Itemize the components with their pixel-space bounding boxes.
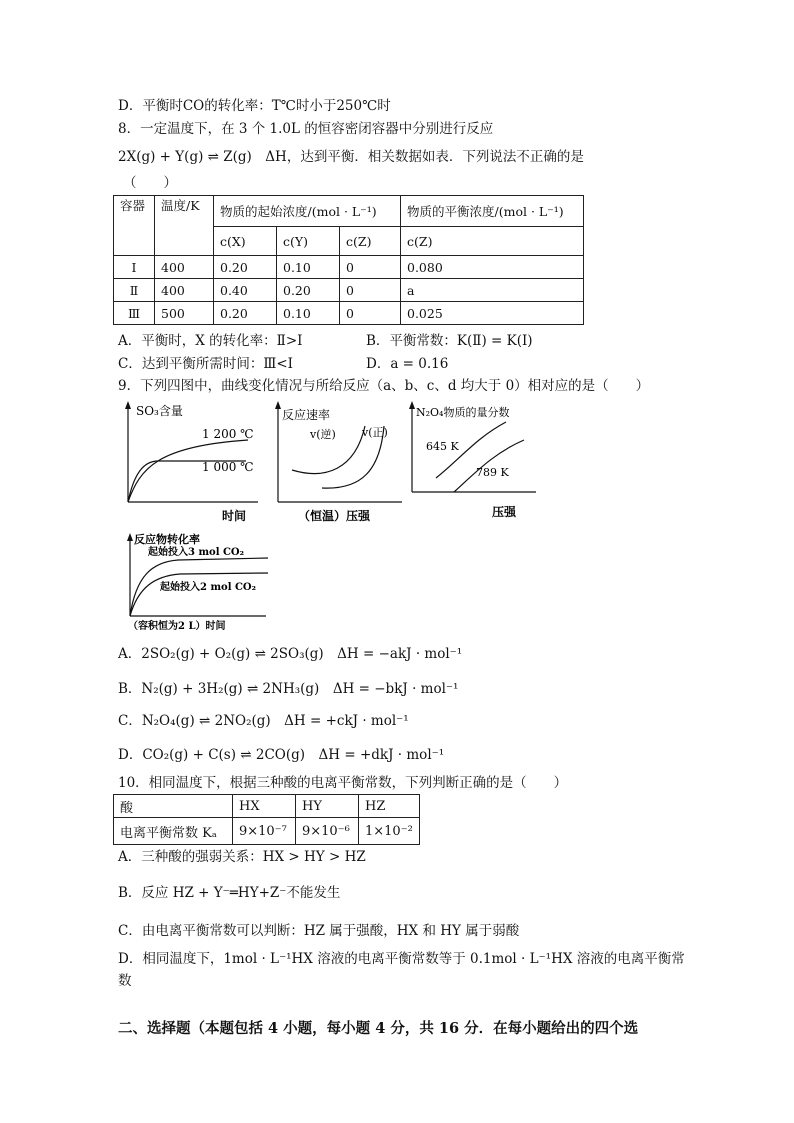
prev-option-d: D．平衡时CO的转化率：T℃时小于250℃时 <box>118 98 391 114</box>
th-equil-conc: 物质的平衡浓度/(mol · L⁻¹) <box>401 196 584 227</box>
th-hz: HZ <box>359 795 420 818</box>
q8-reaction: 2X(g) + Y(g) ⇌ Z(g) ΔH，达到平衡．相关数据如表．下列说法不正确的是 <box>118 149 584 165</box>
q10-stem: 10．相同温度下，根据三种酸的电离平衡常数，下列判断正确的是（ ） <box>118 775 568 791</box>
th-temp: 温度/K <box>155 196 214 256</box>
section-2-heading: 二、选择题（本题包括 4 小题，每小题 4 分，共 16 分．在每小题给出的四个选 <box>118 1020 639 1037</box>
cell: 400 <box>155 279 214 302</box>
th-hy: HY <box>296 795 359 818</box>
q10-option-b: B．反应 HZ + Y⁻═HY+Z⁻不能发生 <box>118 885 341 901</box>
cell: 0 <box>340 302 401 325</box>
cell: 0.20 <box>277 279 340 302</box>
q9-option-b: B．N₂(g) + 3H₂(g) ⇌ 2NH₃(g) ΔH = −bkJ · mol⁻¹ <box>118 681 459 697</box>
cell: Ⅲ <box>114 302 155 325</box>
q10-option-a: A．三种酸的强弱关系：HX > HY > HZ <box>118 849 366 865</box>
g2-xlabel: （恒温）压强 <box>298 509 371 523</box>
cell: 1×10⁻² <box>359 818 420 845</box>
cell: 500 <box>155 302 214 325</box>
graph-n2o4-fraction <box>406 398 546 526</box>
th-container: 容器 <box>114 196 155 256</box>
g2-curve1-label: v(逆) <box>310 428 336 441</box>
g4-curve1-label: 起始投入3 mol CO₂ <box>148 547 245 558</box>
q10-acid-table <box>113 794 420 845</box>
cell: 0.40 <box>214 279 277 302</box>
g3-ylabel: N₂O₄物质的量分数 <box>416 406 510 419</box>
cell: 0.20 <box>214 256 277 279</box>
g2-ylabel: 反应速率 <box>282 408 331 422</box>
th-cx: c(X) <box>214 227 277 256</box>
cell: Ⅱ <box>114 279 155 302</box>
q10-option-d-cont: 数 <box>118 973 132 989</box>
th-acid: 酸 <box>114 795 233 818</box>
graph-so3-content <box>118 398 268 526</box>
th-initial-conc: 物质的起始浓度/(mol · L⁻¹) <box>214 196 401 227</box>
q8-option-c: C．达到平衡所需时间：Ⅲ<Ⅰ <box>118 356 293 372</box>
g3-curve2-label: 789 K <box>476 466 509 479</box>
cell: 9×10⁻⁷ <box>233 818 296 845</box>
cell: 0.10 <box>277 302 340 325</box>
q8-option-b: B．平衡常数：K(Ⅱ) = K(Ⅰ) <box>366 333 533 349</box>
q8-option-d: D．a = 0.16 <box>366 356 449 372</box>
q10-option-c: C．由电离平衡常数可以判断：HZ 属于强酸，HX 和 HY 属于弱酸 <box>118 923 520 939</box>
q9-stem: 9．下列四图中，曲线变化情况与所给反应（a、b、c、d 均大于 0）相对应的是（ ） <box>118 378 650 394</box>
table-row <box>114 302 584 325</box>
cell: 0.20 <box>214 302 277 325</box>
g1-ylabel: SO₃含量 <box>136 404 183 418</box>
q9-option-a: A．2SO₂(g) + O₂(g) ⇌ 2SO₃(g) ΔH = −akJ · mol⁻¹ <box>118 646 463 662</box>
q9-option-c: C．N₂O₄(g) ⇌ 2NO₂(g) ΔH = +ckJ · mol⁻¹ <box>118 713 409 729</box>
g4-ylabel: 反应物转化率 <box>134 533 200 546</box>
q9-option-d: D．CO₂(g) + C(s) ⇌ 2CO(g) ΔH = +dkJ · mol⁻¹ <box>118 747 445 763</box>
q8-data-table <box>113 195 584 325</box>
th-cz-equil: c(Z) <box>401 227 584 256</box>
g4-xlabel: （容积恒为2 L）时间 <box>128 621 226 632</box>
graph-reaction-rate <box>270 398 410 526</box>
g3-curve1-label: 645 K <box>426 440 459 453</box>
g1-curve1-label: 1 200 ℃ <box>202 427 254 441</box>
g2-curve2-label: v(正) <box>362 426 388 439</box>
g1-xlabel: 时间 <box>222 509 247 523</box>
th-hx: HX <box>233 795 296 818</box>
g3-xlabel: 压强 <box>492 505 517 519</box>
cell: 0.025 <box>401 302 584 325</box>
cell: 0.080 <box>401 256 584 279</box>
cell: a <box>401 279 584 302</box>
q10-option-d: D．相同温度下，1mol · L⁻¹HX 溶液的电离平衡常数等于 0.1mol · L⁻¹HX 溶液的电离平衡常 <box>118 951 685 967</box>
g1-curve2-label: 1 000 ℃ <box>202 460 254 474</box>
table-row <box>114 818 420 845</box>
th-cy: c(Y) <box>277 227 340 256</box>
th-cz: c(Z) <box>340 227 401 256</box>
g4-curve2-label: 起始投入2 mol CO₂ <box>160 582 257 593</box>
cell: 9×10⁻⁶ <box>296 818 359 845</box>
cell: 0 <box>340 256 401 279</box>
cell: Ⅰ <box>114 256 155 279</box>
cell: 电离平衡常数 Kₐ <box>114 818 233 845</box>
q8-answer-paren: （ ） <box>123 175 177 191</box>
table-row <box>114 279 584 302</box>
table-row <box>114 256 584 279</box>
cell: 0.10 <box>277 256 340 279</box>
cell: 0 <box>340 279 401 302</box>
curve-2mol-co2 <box>130 573 268 616</box>
cell: 400 <box>155 256 214 279</box>
q8-option-a: A．平衡时，X 的转化率：Ⅱ>Ⅰ <box>118 333 303 349</box>
q8-stem: 8．一定温度下，在 3 个 1.0L 的恒容密闭容器中分别进行反应 <box>118 121 494 137</box>
graph-conversion-rate <box>118 528 278 636</box>
